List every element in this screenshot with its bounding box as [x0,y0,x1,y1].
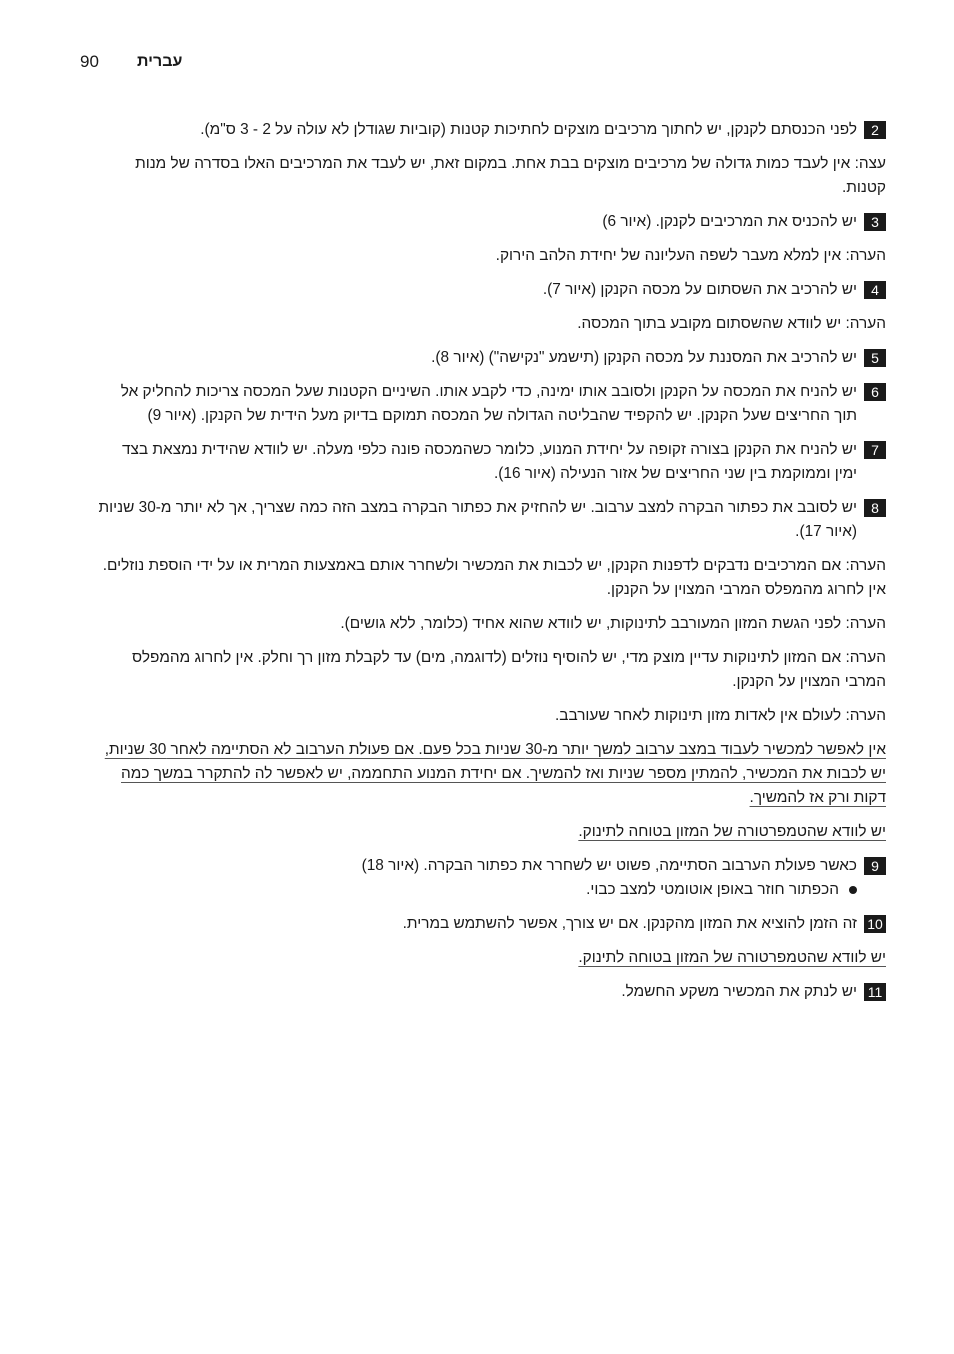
step-3 [96,210,886,234]
step-text: יש להניח את המכסה על הקנקן ולסובב אותו ימינה, כדי לקבע אותו. השיניים הקטנות שעל המכסה צריכות להחליק אל תוך החריצים שעל הקנקן. יש להקפיד שהבליטה הגדולה של המכסה תמוקם בדיוק מעל הידית של הקנקן. (איור 9) [120,383,857,424]
step-11 [96,980,886,1004]
step-body [96,854,857,902]
note: הערה: אם המרכיבים נדבקים לדפנות הקנקן, יש לכבות את המכשיר ולשחרר אותם באמצעות המרית או על ידי הוספת נוזלים. אין לחרוג מהמפלס המרבי המצוין על הקנקן. [102,557,886,598]
bullet-icon [849,886,857,894]
step-4 [96,278,886,302]
step-number: 10 [864,915,886,933]
warning-note: יש לוודא שהטמפרטורה של המזון בטוחה לתינוק. [578,949,886,966]
step-text: לפני הכנסתם לקנקן, יש לחתוך מרכיבים מוצקים לחתיכות קטנות (קוביות שגודלן לא עולה על 2 - 3 ס"מ). [200,121,857,138]
note: הערה: אין למלא מעבר לשפה העליונה של יחידת הלהב הירוק. [495,247,886,264]
language-label: עברית [137,53,183,70]
step-6 [96,380,886,428]
step-number: 11 [864,983,886,1001]
step-number: 4 [864,281,886,299]
note: הערה: לפני הגשת המזון המעורבב לתינוקות, יש לוודא שהוא אחיד (כלומר, ללא גושים). [340,615,886,632]
step-text: יש לנתק את המכשיר משקע החשמל. [621,983,857,1000]
step-text: יש להניח את הקנקן בצורה זקופה על יחידת המנוע, כלומר כשהמכסה פונה כלפי מעלה. יש לוודא שהידית נמצאת בצד ימין וממוקמת בין שני החריצים של אזור הנעילה (איור 16). [122,441,857,482]
step-10 [96,912,886,936]
step-text: כאשר פעולת הערבוב הסתיימה, פשוט יש לשחרר את כפתור הבקרה. (איור 18) [361,857,857,874]
step-number: 2 [864,121,886,139]
step-8 [96,496,886,544]
warning-note: יש לוודא שהטמפרטורה של המזון בטוחה לתינוק. [578,823,886,840]
warning-note: אין לאפשר למכשיר לעבוד במצב ערבוב למשך יותר מ-30 שניות בכל פעם. אם פעולת הערבוב לא הסתיימה לאחר 30 שניות, יש לכבות את המכשיר, להמתין מספר שניות ואז להמשיך. אם יחידת המנוע התחממה, יש לאפשר לה להתקרר במשך כמה דקות ורק אז להמשיך. [104,741,886,806]
step-number: 9 [864,857,886,875]
page-number: 90 [80,52,99,71]
step-text: יש להכניס את המרכיבים לקנקן. (איור 6) [602,213,857,230]
step-number: 3 [864,213,886,231]
instructions-content [96,118,886,1014]
step-text: יש להרכיב את השסתום על מכסה הקנקן (איור 7). [542,281,857,298]
step-number: 5 [864,349,886,367]
step-number: 7 [864,441,886,459]
bullet-line [96,878,857,902]
step-number: 6 [864,383,886,401]
note: הערה: אם המזון לתינוקות עדיין מוצק מדי, יש להוסיף נוזלים (לדוגמה, מים) עד לקבלת מזון רך וחלק. אין לחרוג מהמפלס המרבי המצוין על הקנקן. [132,649,886,690]
step-text: יש לסובב את כפתור הבקרה למצב ערבוב. יש להחזיק את כפתור הבקרה במצב הזה כמה שצריך, אך לא יותר מ-30 שניות (איור 17). [98,499,857,540]
tip-note: עצה: אין לעבד כמות גדולה של מרכיבים מוצקים בבת אחת. במקום זאת, יש לעבד את המרכיבים האלו בסדרה של מנות קטנות. [135,155,886,196]
bullet-text: הכפתור חוזר באופן אוטומטי למצב כבוי. [586,881,839,898]
step-9 [96,854,886,902]
note: הערה: לעולם אין לאדות מזון תינוקות לאחר שעורבב. [554,707,886,724]
step-text: זה הזמן להוציא את המזון מהקנקן. אם יש צורך, אפשר להשתמש במרית. [402,915,857,932]
note: הערה: יש לוודא שהשסתום מקובע בתוך המכסה. [577,315,886,332]
step-7 [96,438,886,486]
step-2 [96,118,886,142]
step-5 [96,346,886,370]
step-number: 8 [864,499,886,517]
step-text: יש להרכיב את המסננת על מכסה הקנקן (תישמע "נקישה") (איור 8). [431,349,857,366]
